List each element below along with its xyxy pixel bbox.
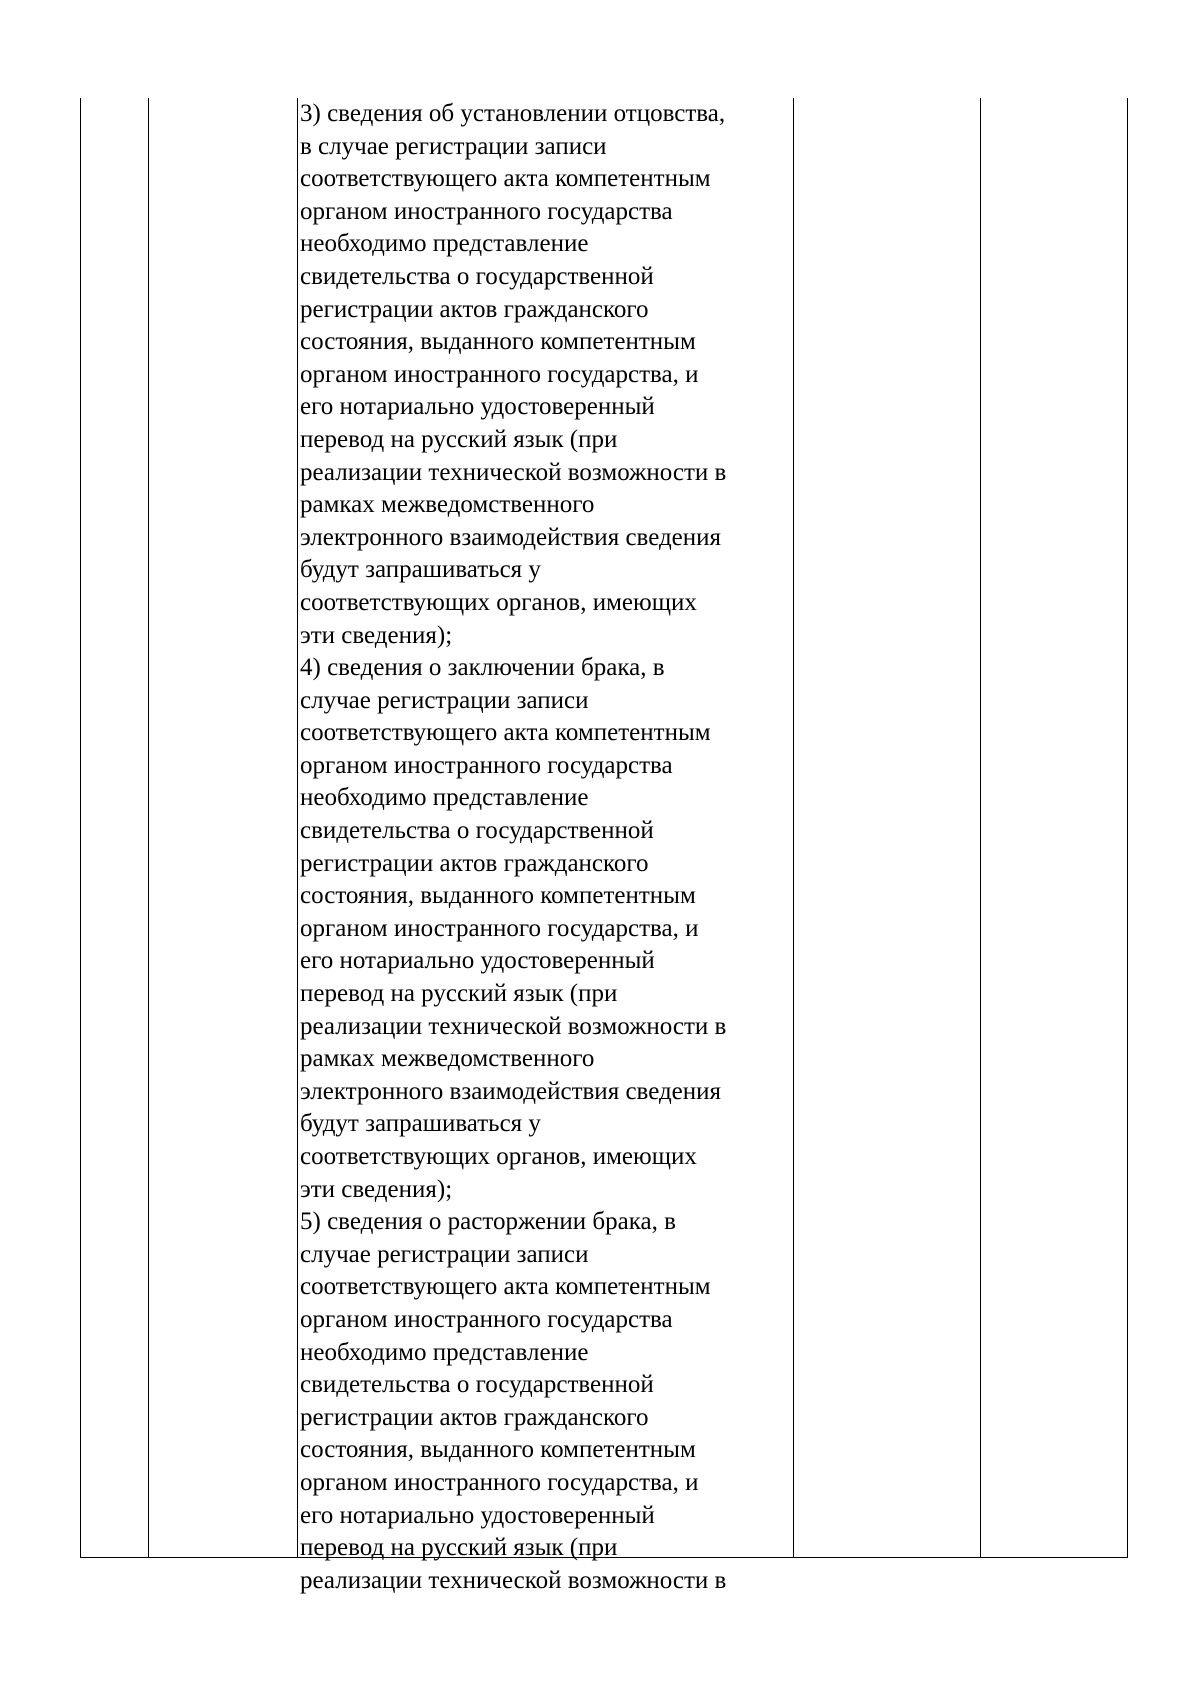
text-line: перевод на русский язык (при [300,980,618,1008]
text-line: соответствующих органов, имеющих [300,1143,697,1170]
text-line: соответствующего акта компетентным [300,719,711,747]
text-line: эти сведения); [300,621,453,649]
text-line: органом иностранного государства [300,197,673,225]
text-line: состояния, выданного компетентным [300,882,696,910]
text-line: его нотариально удостоверенный [300,947,655,975]
text-line: свидетельства о государственной [300,817,654,845]
text-line: реализации технической возможности в [300,1566,727,1594]
text-line: регистрации актов гражданского [300,1403,649,1431]
text-line: органом иностранного государства, и [300,914,699,942]
text-line: органом иностранного государства [300,1305,673,1333]
text-line: реализации технической возможности в [300,1012,727,1040]
text-line: электронного взаимодействия сведения [300,523,722,551]
text-line: соответствующего акта компетентным [300,165,711,193]
text-line: будут запрашиваться у [300,1110,541,1138]
column-divider [980,98,981,1557]
text-line: 5) сведения о расторжении брака, в [300,1208,676,1236]
column-divider [297,98,298,1557]
text-line: свидетельства о государственной [300,1371,654,1399]
text-line: органом иностранного государства [300,751,673,779]
text-line: 4) сведения о заключении брака, в [300,654,665,682]
text-line: регистрации актов гражданского [300,295,649,323]
text-line: регистрации актов гражданского [300,849,649,877]
text-line: его нотариально удостоверенный [300,1501,655,1529]
text-line: необходимо представление [300,1338,589,1366]
document-table [80,98,1128,1594]
text-line: соответствующего акта компетентным [300,1273,711,1301]
text-line: случае регистрации записи [300,1240,589,1268]
text-line: состояния, выданного компетентным [300,1436,696,1464]
column-divider [793,98,794,1557]
text-line: соответствующих органов, имеющих [300,588,697,616]
text-line: электронного взаимодействия сведения [300,1077,722,1105]
text-line: органом иностранного государства, и [300,360,699,388]
text-line: необходимо представление [300,230,589,258]
column-divider [148,98,149,1557]
text-line: перевод на русский язык (при [300,425,618,453]
text-line: необходимо представление [300,784,589,812]
text-line: будут запрашиваться у [300,556,541,584]
text-line: рамках межведомственного [300,1045,595,1073]
text-line: рамках межведомственного [300,491,595,519]
text-line: перевод на русский язык (при [300,1534,618,1562]
text-line: его нотариально удостоверенный [300,393,655,421]
text-line: 3) сведения об установлении отцовства, [300,100,726,127]
text-line: свидетельства о государственной [300,262,654,290]
text-line: случае регистрации записи [300,686,589,714]
text-line: состояния, выданного компетентным [300,328,696,356]
text-line: реализации технической возможности в [300,458,727,486]
text-line: в случае регистрации записи [300,132,607,160]
text-line: эти сведения); [300,1175,453,1203]
text-line: органом иностранного государства, и [300,1468,699,1496]
requirements-cell-text [300,98,790,1597]
